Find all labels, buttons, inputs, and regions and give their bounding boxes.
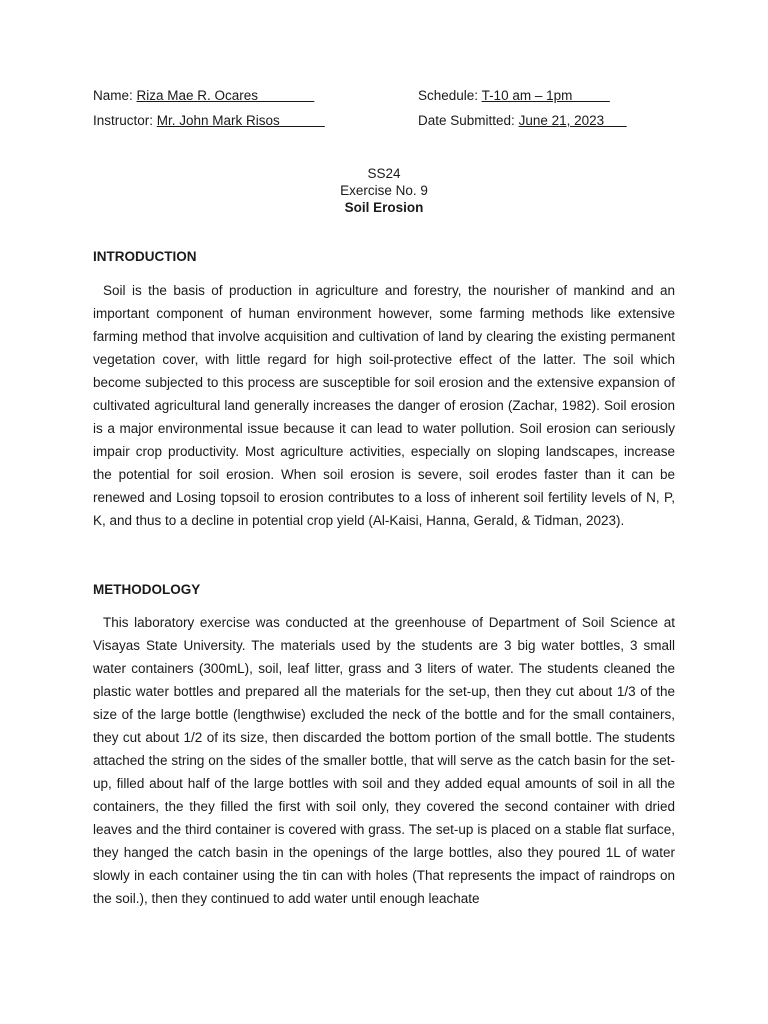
date-submitted-field bbox=[418, 113, 627, 129]
methodology-heading: METHODOLOGY bbox=[93, 582, 201, 597]
date-label: Date Submitted: bbox=[418, 113, 519, 128]
introduction-paragraph: Soil is the basis of production in agriculture and forestry, the nourisher of mankind and an important component of human environment however, some farming methods like extensive farming method that involve acquisition and cultivation of land by clearing the existing permanent vegetation cover, with little regard for high soil-protective effect of the latter. The soil which become subjected to this process are susceptible for soil erosion and the extensive expansion of cultivated agricultural land generally increases the danger of erosion (Zachar, 1982). Soil erosion is a major environmental issue because it can lead to water pollution. Soil erosion can seriously impair crop productivity. Most agriculture activities, especially on sloping landscapes, increase the potential for soil erosion. When soil erosion is severe, soil erodes faster than it can be renewed and Losing topsoil to erosion contributes to a loss of inherent soil fertility levels of N, P, K, and thus to a decline in potential crop yield (Al-Kaisi, Hanna, Gerald, & Tidman, 2023). bbox=[93, 283, 675, 528]
instructor-label: Instructor: bbox=[93, 113, 157, 128]
name-label: Name: bbox=[93, 88, 137, 103]
schedule-value: T-10 am – 1pm bbox=[481, 88, 610, 103]
instructor-field bbox=[93, 113, 325, 129]
document-title: Soil Erosion bbox=[344, 200, 424, 215]
introduction-heading: INTRODUCTION bbox=[93, 249, 197, 264]
methodology-paragraph: This laboratory exercise was conducted at the greenhouse of Department of Soil Science at Visayas State University. The materials used by the students are 3 big water bottles, 3 small water containers (300mL), soil, leaf litter, grass and 3 liters of water. The students cleaned the plastic water bottles and prepared all the materials for the set-up, then they cut about 1/3 of the size of the large bottle (lengthwise) excluded the neck of the bottle and for the small containers, they cut about 1/2 of its size, then discarded the bottom portion of the small bottle. The students attached the string on the sides of the smaller bottle, that will serve as the catch basin for the set-up, filled about half of the large bottles with soil and they added equal amounts of soil in all the containers, the they filled the first with soil only, they covered the second container with dried leaves and the third container is covered with grass. The set-up is placed on a stable flat surface, they hanged the catch basin in the openings of the large bottles, also they poured 1L of water slowly in each container using the tin can with holes (That represents the impact of raindrops on the soil.), then they continued to add water until enough leachate bbox=[93, 615, 675, 906]
schedule-field bbox=[418, 88, 610, 104]
schedule-label: Schedule: bbox=[418, 88, 482, 103]
date-value: June 21, 2023 bbox=[518, 113, 627, 128]
name-field bbox=[93, 88, 314, 104]
course-code: SS24 bbox=[367, 166, 401, 181]
exercise-number: Exercise No. 9 bbox=[340, 183, 428, 198]
instructor-value: Mr. John Mark Risos bbox=[156, 113, 325, 128]
name-value: Riza Mae R. Ocares bbox=[136, 88, 315, 103]
